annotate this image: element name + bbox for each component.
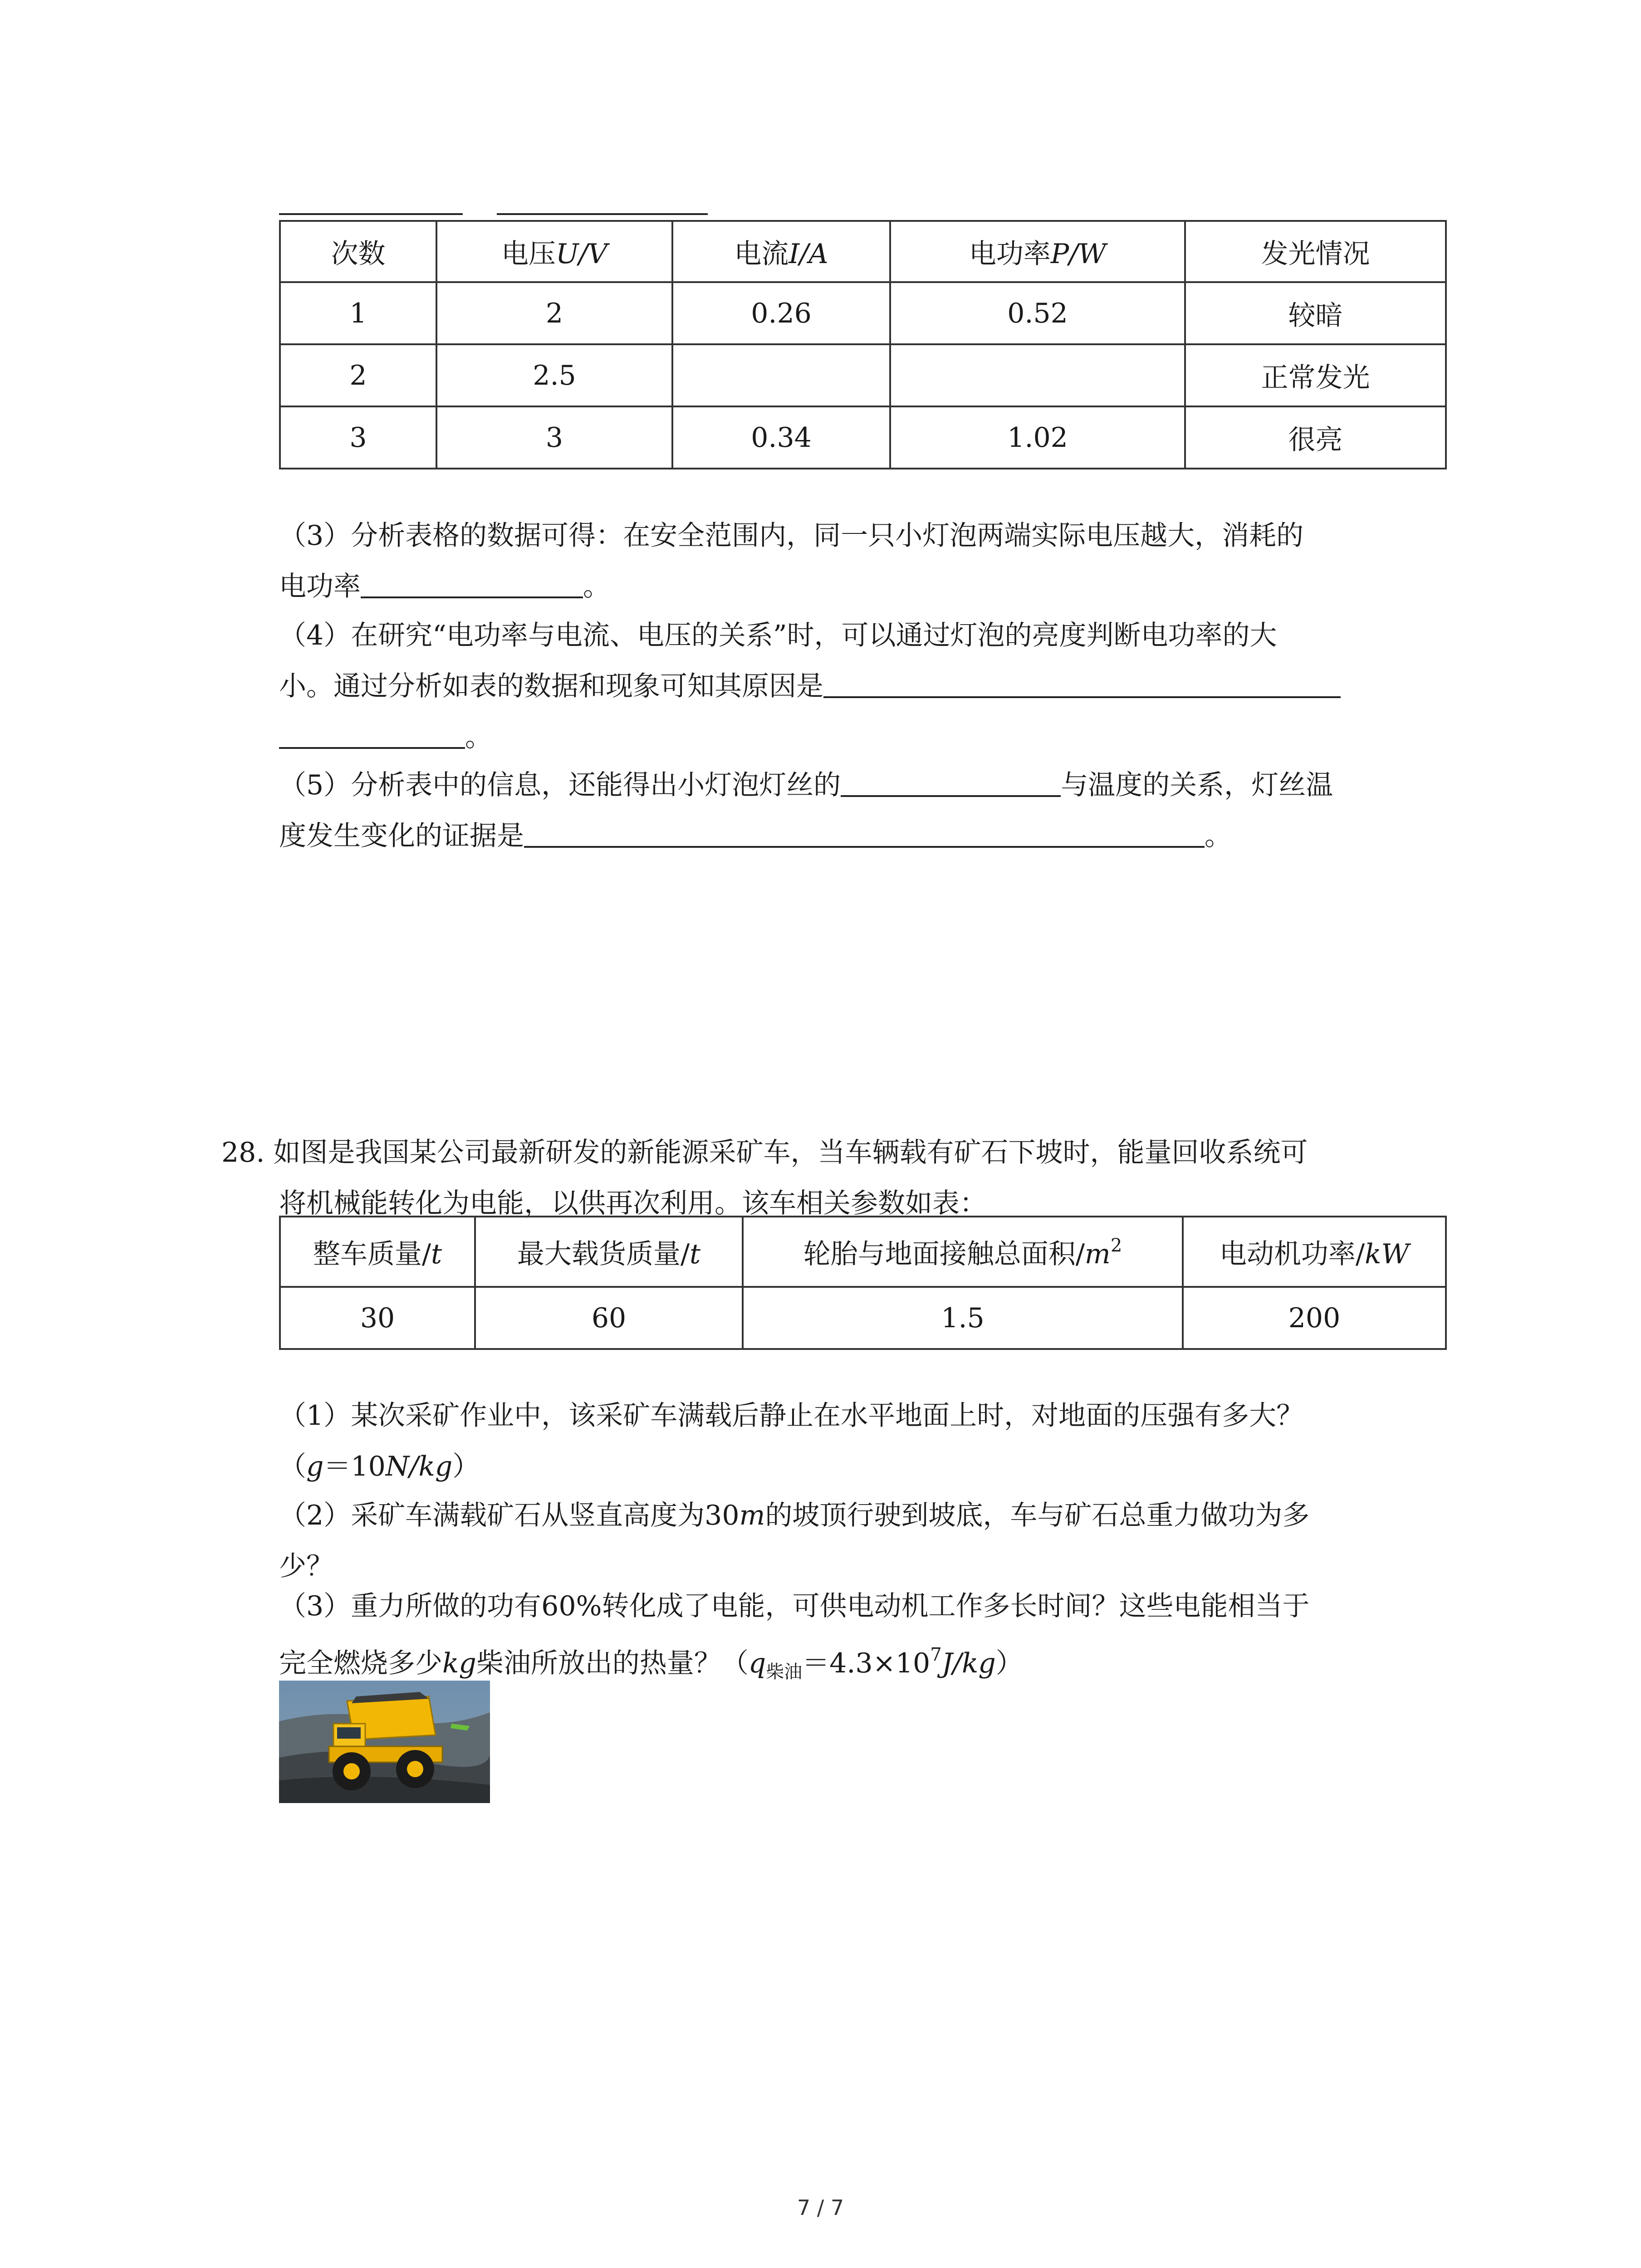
table-row (280, 1287, 1446, 1349)
table-cell: 60 (475, 1287, 743, 1349)
table-cell: 正常发光 (1185, 344, 1446, 406)
table-cell: 2.5 (436, 344, 672, 406)
question-text: 电功率 。 (279, 561, 1440, 612)
table-header-cell: 电动机功率/kW (1183, 1217, 1446, 1287)
answer-blank[interactable] (841, 766, 1061, 797)
table-cell: 2 (280, 344, 436, 406)
table-header-cell: 次数 (280, 221, 436, 282)
question-text: 小。通过分析如表的数据和现象可知其原因是 (279, 661, 1440, 712)
table-cell: 2 (436, 282, 672, 344)
question-text: （3）重力所做的功有60%转化成了电能，可供电动机工作多长时间？这些电能相当于 (279, 1590, 1310, 1622)
table-cell: 较暗 (1185, 282, 1446, 344)
table-header-cell: 电功率P/W (890, 221, 1185, 282)
question-text: （5）分析表中的信息，还能得出小灯泡灯丝的 与温度的关系，灯丝温 (279, 760, 1440, 811)
table-cell: 1.02 (890, 406, 1185, 469)
table-cell: 0.52 (890, 282, 1185, 344)
question-text: （4）在研究“电功率与电流、电压的关系”时，可以通过灯泡的亮度判断电功率的大 (279, 620, 1277, 651)
table-header-row (280, 221, 1446, 282)
table-cell: 3 (436, 406, 672, 469)
answer-blank[interactable] (279, 718, 465, 749)
table-header-cell: 发光情况 (1185, 221, 1446, 282)
table-row (280, 282, 1446, 344)
sub-question-2 (279, 1490, 1440, 1592)
vehicle-parameter-table (279, 1216, 1447, 1350)
sub-question-1 (279, 1390, 1440, 1492)
question-text: 。 (279, 712, 1440, 763)
table-cell: 1 (280, 282, 436, 344)
question-28 (221, 1127, 1446, 1229)
experiment-table (279, 220, 1447, 469)
answer-blank[interactable] (823, 667, 1341, 698)
table-cell: 0.26 (672, 282, 890, 344)
question-5 (279, 760, 1440, 861)
question-text: （2）采矿车满载矿石从竖直高度为30m的坡顶行驶到坡底，车与矿石总重力做功为多 (279, 1500, 1310, 1531)
table-cell: 很亮 (1185, 406, 1446, 469)
table-cell: 200 (1183, 1287, 1446, 1349)
question-text: 将机械能转化为电能，以供再次利用。该车相关参数如表： (279, 1188, 987, 1219)
table-row (280, 406, 1446, 469)
table-header-cell: 电流I/A (672, 221, 890, 282)
question-text: （3）分析表格的数据可得：在安全范围内，同一只小灯泡两端实际电压越大，消耗的 (279, 520, 1304, 552)
table-header-cell: 整车质量/t (280, 1217, 475, 1287)
table-cell: 1.5 (743, 1287, 1183, 1349)
question-4 (279, 610, 1440, 763)
table-header-row (280, 1217, 1446, 1287)
mining-truck-image (279, 1681, 490, 1803)
question-text: 少？ (279, 1550, 333, 1582)
table-header-cell: 轮胎与地面接触总面积$/m^2$ (743, 1217, 1183, 1287)
table-cell: 3 (280, 406, 436, 469)
page-number: 7 / 7 (797, 2195, 844, 2220)
table-cell (672, 344, 890, 406)
mining-truck-illustration (279, 1681, 490, 1803)
sub-question-3 (279, 1581, 1440, 1689)
question-text: （1）某次采矿作业中，该采矿车满载后静止在水平地面上时，对地面的压强有多大？ (279, 1400, 1304, 1432)
table-row (280, 344, 1446, 406)
answer-blank (497, 213, 708, 215)
table-cell (890, 344, 1185, 406)
answer-blank[interactable] (361, 567, 583, 598)
question-text: （g＝10N/kg） (279, 1451, 480, 1482)
answer-blank (279, 213, 463, 215)
question-text: 完全燃烧多少kg柴油所放出的热量？$(q_{柴油}=4.3\times 10^7J/kg)$ (279, 1644, 1023, 1682)
table-header-cell: 电压U/V (436, 221, 672, 282)
table-cell: 30 (280, 1287, 475, 1349)
question-3 (279, 510, 1440, 612)
answer-blank[interactable] (524, 817, 1205, 848)
table-header-cell: 最大载货质量/t (475, 1217, 743, 1287)
question-text: 28. 如图是我国某公司最新研发的新能源采矿车，当车辆载有矿石下坡时，能量回收系统可 (221, 1137, 1308, 1168)
table-cell: 0.34 (672, 406, 890, 469)
question-text: 度发生变化的证据是 。 (279, 811, 1440, 861)
